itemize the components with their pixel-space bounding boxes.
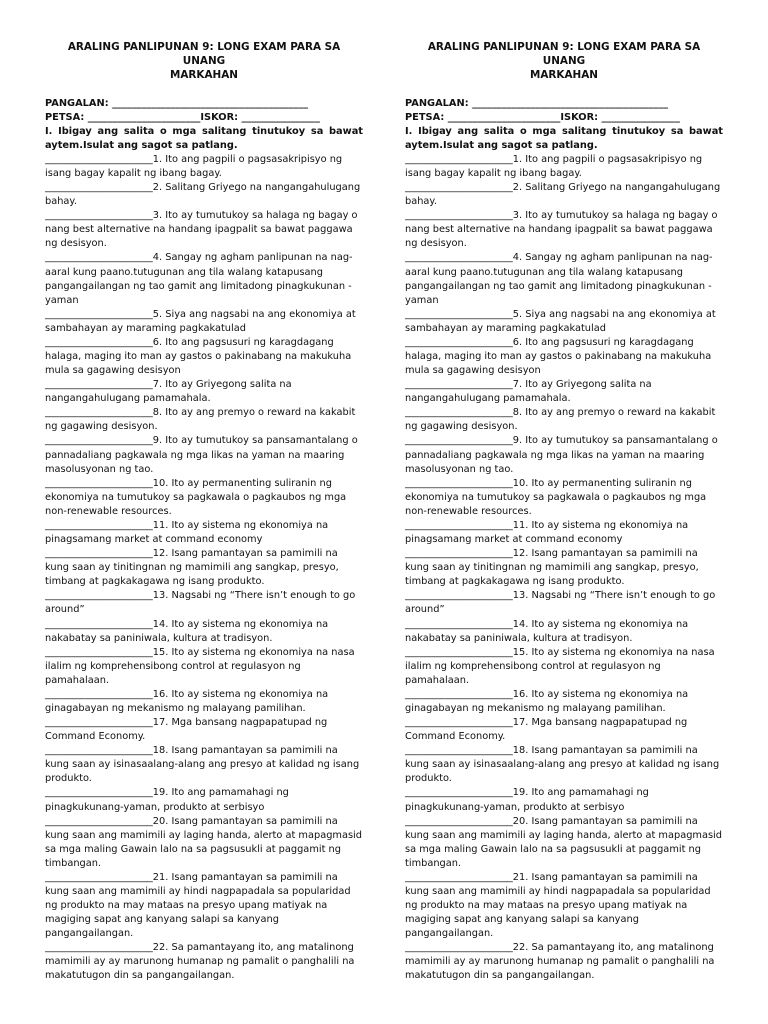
date-blank[interactable]: _______________________ (87, 111, 201, 123)
question-text: Ito ang pamamahagi ng pinagkukunang-yaman, produkto at serbisyo (405, 787, 649, 813)
date-score-row (45, 111, 363, 125)
answer-blank[interactable]: ______________________ (405, 618, 513, 630)
student-info (45, 97, 363, 125)
question-item (405, 716, 723, 744)
answer-blank[interactable]: ______________________ (45, 252, 153, 264)
question-text: Salitang Griyego na nangangahulugang bahay. (45, 182, 361, 208)
question-text: Isang pamantayan sa pamimili na kung saan ang mamimili ay laging handa, alerto at mapagmasid sa mga maling Gawain lalo na sa pagsusukli at paggamit ng timbangan. (45, 815, 363, 869)
question-number: 15. (512, 646, 529, 658)
answer-blank[interactable]: ______________________ (405, 815, 513, 827)
question-text: Ito ay sistema ng ekonomiya na nasa ilalim ng komprehensibong control at regulasyon ng pamahalaan. (405, 646, 715, 686)
answer-blank[interactable]: ______________________ (405, 336, 513, 348)
answer-blank[interactable]: ______________________ (45, 646, 153, 658)
question-number: 10. (512, 477, 529, 489)
question-text: Ito ang pamamahagi ng pinagkukunang-yaman, produkto at serbisyo (45, 787, 289, 813)
question-text: Ito ay Griyegong salita na nangangahulugang pamamahala. (405, 379, 652, 405)
question-item (405, 688, 723, 716)
question-number: 10. (152, 477, 169, 489)
question-number: 1. (152, 153, 163, 165)
question-number: 13. (152, 590, 169, 602)
question-item (45, 744, 363, 786)
answer-blank[interactable]: ______________________ (405, 210, 513, 222)
question-number: 14. (512, 618, 529, 630)
score-label: ISKOR: (560, 111, 599, 123)
question-text: Ito ay tumutukoy sa pansamantalang o pannadaliang pagkawala ng mga likas na yaman na maaring masolusyonan ng tao. (45, 435, 358, 475)
question-item (45, 251, 363, 307)
question-item (45, 815, 363, 871)
question-text: Nagsabi ng “There isn’t enough to go around” (45, 590, 356, 616)
answer-blank[interactable]: ______________________ (405, 435, 513, 447)
instruction: I. Ibigay ang salita o mga salitang tinutukoy sa bawat aytem.Isulat ang sagot sa patlang. (45, 125, 363, 151)
answer-blank[interactable]: ______________________ (405, 182, 513, 194)
question-text: Ito ay tumutukoy sa halaga ng bagay o nang best alternative na handang ipagpalit sa bawat paggawa ng desisyon. (45, 210, 358, 250)
question-text: Ito ay sistema ng ekonomiya na ginagabayan ng mekanismo ng malayang pamilihan. (45, 688, 329, 714)
question-item (405, 646, 723, 688)
question-number: 4. (512, 252, 523, 264)
question-text: Nagsabi ng “There isn’t enough to go around” (405, 590, 716, 616)
score-label: ISKOR: (200, 111, 239, 123)
question-text: Isang pamantayan sa pamimili na kung saan ay isinasaalang-alang ang presyo at kalidad ng isang produkto. (45, 745, 360, 785)
question-number: 22. (152, 942, 169, 954)
question-text: Isang pamantayan sa pamimili na kung saan ay tinitingnan ng mamimili ang sangkap, presyo, timbang at pagkakagawa ng isang produkto. (405, 548, 699, 588)
question-item (405, 181, 723, 209)
name-row (45, 97, 363, 111)
exam-column-right (405, 40, 723, 984)
answer-blank[interactable]: ______________________ (405, 590, 513, 602)
question-number: 18. (512, 745, 529, 757)
question-text: Isang pamantayan sa pamimili na kung saan ang mamimili ay hindi nagpapadala sa popularidad ng produkto na may mataas na presyo upang matiyak na magiging sapat ang kanyang salapi sa kanyang pangangailangan. (405, 871, 711, 940)
answer-blank[interactable]: ______________________ (405, 942, 513, 954)
question-number: 12. (152, 548, 169, 560)
answer-blank[interactable]: ______________________ (45, 336, 153, 348)
question-item (45, 209, 363, 251)
question-number: 5. (152, 308, 163, 320)
question-text: Isang pamantayan sa pamimili na kung saan ang mamimili ay laging handa, alerto at mapagmasid sa mga maling Gawain lalo na sa pagsusukli at paggamit ng timbangan. (405, 815, 723, 869)
name-label: PANGALAN: (45, 97, 109, 109)
exam-title (45, 40, 363, 83)
question-number: 3. (512, 210, 523, 222)
exam-column-left (45, 40, 363, 984)
answer-blank[interactable]: ______________________ (45, 477, 153, 489)
question-text: Ito ay sistema ng ekonomiya na pinagsamang market at command economy (405, 519, 689, 546)
question-item (45, 153, 363, 181)
question-number: 15. (152, 646, 169, 658)
question-number: 8. (512, 407, 523, 419)
question-text: Ito ay sistema ng ekonomiya na ginagabayan ng mekanismo ng malayang pamilihan. (405, 688, 689, 714)
question-list (405, 153, 723, 984)
answer-blank[interactable]: ______________________ (405, 252, 513, 264)
question-text: Siya ang nagsabi na ang ekonomiya at sambahayan ay maraming pagkakatulad (405, 308, 716, 334)
question-text: Ito ay tumutukoy sa halaga ng bagay o nang best alternative na handang ipagpalit sa bawat paggawa ng desisyon. (405, 210, 718, 250)
question-item (45, 646, 363, 688)
question-item (405, 434, 723, 476)
answer-blank[interactable]: ______________________ (45, 942, 153, 954)
question-item (45, 308, 363, 336)
question-number: 17. (152, 717, 169, 729)
question-item (45, 477, 363, 519)
title-line-1: ARALING PANLIPUNAN 9: LONG EXAM PARA SA UNANG (67, 41, 341, 68)
question-text: Isang pamantayan sa pamimili na kung saan ay isinasaalang-alang ang presyo at kalidad ng isang produkto. (405, 745, 720, 785)
question-number: 16. (512, 688, 529, 700)
question-item (405, 547, 723, 589)
question-item (45, 941, 363, 983)
question-number: 3. (152, 210, 163, 222)
answer-blank[interactable]: ______________________ (405, 153, 513, 165)
question-text: Ito ay sistema ng ekonomiya na nasa ilalim ng komprehensibong control at regulasyon ng pamahalaan. (45, 646, 355, 686)
title-line-2: MARKAHAN (170, 69, 238, 82)
question-number: 21. (512, 871, 529, 883)
question-item (405, 618, 723, 646)
exam-title (405, 40, 723, 83)
question-text: Sangay ng agham panlipunan na nag-aaral kung paano.tutugunan ang tila walang katapusang pangangailangan ng tao gamit ang limitadong pinagkukunan -yaman (45, 252, 353, 306)
question-text: Ito ay sistema ng ekonomiya na nakabatay sa paniniwala, kultura at tradisyon. (405, 618, 689, 644)
answer-blank[interactable]: ______________________ (45, 519, 153, 531)
question-item (405, 815, 723, 871)
question-number: 19. (152, 787, 169, 799)
answer-blank[interactable]: ______________________ (45, 618, 153, 630)
question-text: Ito ay ang premyo o reward na kakabit ng gagawing desisyon. (45, 407, 356, 433)
question-number: 9. (512, 435, 523, 447)
title-line-1: ARALING PANLIPUNAN 9: LONG EXAM PARA SA UNANG (427, 41, 701, 68)
question-text: Isang pamantayan sa pamimili na kung saan ay tinitingnan ng mamimili ang sangkap, presyo, timbang at pagkakagawa ng isang produkto. (45, 548, 339, 588)
question-number: 21. (152, 871, 169, 883)
answer-blank[interactable]: ______________________ (45, 688, 153, 700)
question-number: 22. (512, 942, 529, 954)
date-blank[interactable]: _______________________ (447, 111, 561, 123)
question-text: Ito ay permanenting suliranin ng ekonomiya na tumutukoy sa pagkawala o pagkaubos ng mga non-renewable resources. (45, 477, 347, 517)
question-item (45, 406, 363, 434)
question-number: 18. (152, 745, 169, 757)
question-item (405, 871, 723, 941)
question-text: Salitang Griyego na nangangahulugang bahay. (405, 182, 721, 208)
question-text: Sangay ng agham panlipunan na nag-aaral kung paano.tutugunan ang tila walang katapusang pangangailangan ng tao gamit ang limitadong pinagkukunan -yaman (405, 252, 713, 306)
question-number: 16. (152, 688, 169, 700)
name-blank[interactable]: ________________________________________ (112, 97, 308, 109)
student-info (405, 97, 723, 125)
title-line-2: MARKAHAN (530, 69, 598, 82)
question-item (45, 589, 363, 617)
answer-blank[interactable]: ______________________ (405, 548, 513, 560)
answer-blank[interactable]: ______________________ (45, 153, 153, 165)
question-number: 9. (152, 435, 163, 447)
question-item (45, 336, 363, 378)
question-item (405, 744, 723, 786)
question-text: Siya ang nagsabi na ang ekonomiya at sambahayan ay maraming pagkakatulad (45, 308, 356, 334)
question-text: Ito ang pagpili o pagsasakripisyo ng isang bagay kapalit ng ibang bagay. (405, 153, 703, 179)
question-number: 11. (152, 519, 169, 531)
question-item (45, 434, 363, 476)
answer-blank[interactable]: ______________________ (45, 435, 153, 447)
question-number: 5. (512, 308, 523, 320)
question-number: 11. (512, 519, 529, 531)
question-number: 12. (512, 548, 529, 560)
question-text: Ito ang pagsusuri ng karagdagang halaga, maging ito man ay gastos o pakinabang na makukuha mula sa gagawing desisyon (405, 336, 712, 377)
question-number: 13. (512, 590, 529, 602)
question-text: Ito ang pagsusuri ng karagdagang halaga, maging ito man ay gastos o pakinabang na makukuha mula sa gagawing desisyon (45, 336, 352, 377)
answer-blank[interactable]: ______________________ (45, 182, 153, 194)
question-number: 2. (152, 182, 163, 194)
date-label: PETSA: (45, 111, 85, 123)
question-text: Mga bansang nagpapatupad ng Command Economy. (45, 717, 328, 743)
question-number: 20. (152, 815, 169, 827)
answer-blank[interactable]: ______________________ (45, 308, 153, 320)
question-item (405, 378, 723, 406)
answer-blank[interactable]: ______________________ (405, 688, 513, 700)
question-number: 6. (512, 336, 523, 348)
question-item (405, 941, 723, 983)
answer-blank[interactable]: ______________________ (45, 590, 153, 602)
question-number: 7. (512, 379, 523, 391)
answer-blank[interactable]: ______________________ (405, 379, 513, 391)
answer-blank[interactable]: ______________________ (45, 407, 153, 419)
question-number: 1. (512, 153, 523, 165)
question-item (45, 688, 363, 716)
question-number: 14. (152, 618, 169, 630)
question-text: Ito ay tumutukoy sa pansamantalang o pannadaliang pagkawala ng mga likas na yaman na maaring masolusyonan ng tao. (405, 435, 718, 475)
question-list (45, 153, 363, 984)
answer-blank[interactable]: ______________________ (45, 717, 153, 729)
question-text: Ito ay ang premyo o reward na kakabit ng gagawing desisyon. (405, 407, 716, 433)
question-number: 8. (152, 407, 163, 419)
answer-blank[interactable]: ______________________ (405, 646, 513, 658)
question-text: Sa pamantayang ito, ang matalinong mamimili ay ay marunong humanap ng pamalit o panghalili na makatutugon din sa pangangailangan. (405, 942, 715, 982)
question-item (405, 153, 723, 181)
question-number: 19. (512, 787, 529, 799)
answer-blank[interactable]: ______________________ (45, 745, 153, 757)
answer-blank[interactable]: ______________________ (405, 787, 513, 799)
question-text: Mga bansang nagpapatupad ng Command Economy. (405, 717, 688, 743)
answer-blank[interactable]: ______________________ (45, 871, 153, 883)
score-blank[interactable]: ________________ (241, 111, 320, 123)
question-text: Ito ang pagpili o pagsasakripisyo ng isang bagay kapalit ng ibang bagay. (45, 153, 343, 179)
question-item (405, 209, 723, 251)
question-item (405, 251, 723, 307)
question-item (45, 378, 363, 406)
date-label: PETSA: (405, 111, 445, 123)
question-item (45, 519, 363, 547)
name-label: PANGALAN: (405, 97, 469, 109)
question-item (45, 716, 363, 744)
question-item (405, 519, 723, 547)
answer-blank[interactable]: ______________________ (45, 210, 153, 222)
answer-blank[interactable]: ______________________ (45, 379, 153, 391)
question-number: 4. (152, 252, 163, 264)
name-row (405, 97, 723, 111)
question-text: Ito ay sistema ng ekonomiya na nakabatay sa paniniwala, kultura at tradisyon. (45, 618, 329, 644)
date-score-row (405, 111, 723, 125)
question-number: 6. (152, 336, 163, 348)
question-item (45, 871, 363, 941)
answer-blank[interactable]: ______________________ (405, 745, 513, 757)
question-text: Ito ay Griyegong salita na nangangahulugang pamamahala. (45, 379, 292, 405)
question-number: 2. (512, 182, 523, 194)
question-item (405, 336, 723, 378)
question-text: Ito ay sistema ng ekonomiya na pinagsamang market at command economy (45, 519, 329, 546)
question-text: Ito ay permanenting suliranin ng ekonomiya na tumutukoy sa pagkawala o pagkaubos ng mga non-renewable resources. (405, 477, 707, 517)
question-item (405, 308, 723, 336)
answer-blank[interactable]: ______________________ (45, 815, 153, 827)
answer-blank[interactable]: ______________________ (405, 308, 513, 320)
question-item (405, 477, 723, 519)
question-number: 20. (512, 815, 529, 827)
answer-blank[interactable]: ______________________ (405, 717, 513, 729)
answer-blank[interactable]: ______________________ (405, 871, 513, 883)
question-item (405, 786, 723, 814)
question-item (405, 406, 723, 434)
score-blank[interactable]: ________________ (601, 111, 680, 123)
question-item (45, 547, 363, 589)
question-item (45, 618, 363, 646)
question-text: Isang pamantayan sa pamimili na kung saan ang mamimili ay hindi nagpapadala sa popularidad ng produkto na may mataas na presyo upang matiyak na magiging sapat ang kanyang salapi sa kanyang pangangailangan. (45, 871, 351, 940)
answer-blank[interactable]: ______________________ (405, 477, 513, 489)
answer-blank[interactable]: ______________________ (45, 787, 153, 799)
question-text: Sa pamantayang ito, ang matalinong mamimili ay ay marunong humanap ng pamalit o panghalili na makatutugon din sa pangangailangan. (45, 942, 355, 982)
question-number: 17. (512, 717, 529, 729)
question-item (405, 589, 723, 617)
question-number: 7. (152, 379, 163, 391)
question-item (45, 786, 363, 814)
instruction: I. Ibigay ang salita o mga salitang tinutukoy sa bawat aytem.Isulat ang sagot sa patlang. (405, 125, 723, 151)
question-item (45, 181, 363, 209)
name-blank[interactable]: ________________________________________ (472, 97, 668, 109)
answer-blank[interactable]: ______________________ (405, 407, 513, 419)
answer-blank[interactable]: ______________________ (45, 548, 153, 560)
answer-blank[interactable]: ______________________ (405, 519, 513, 531)
